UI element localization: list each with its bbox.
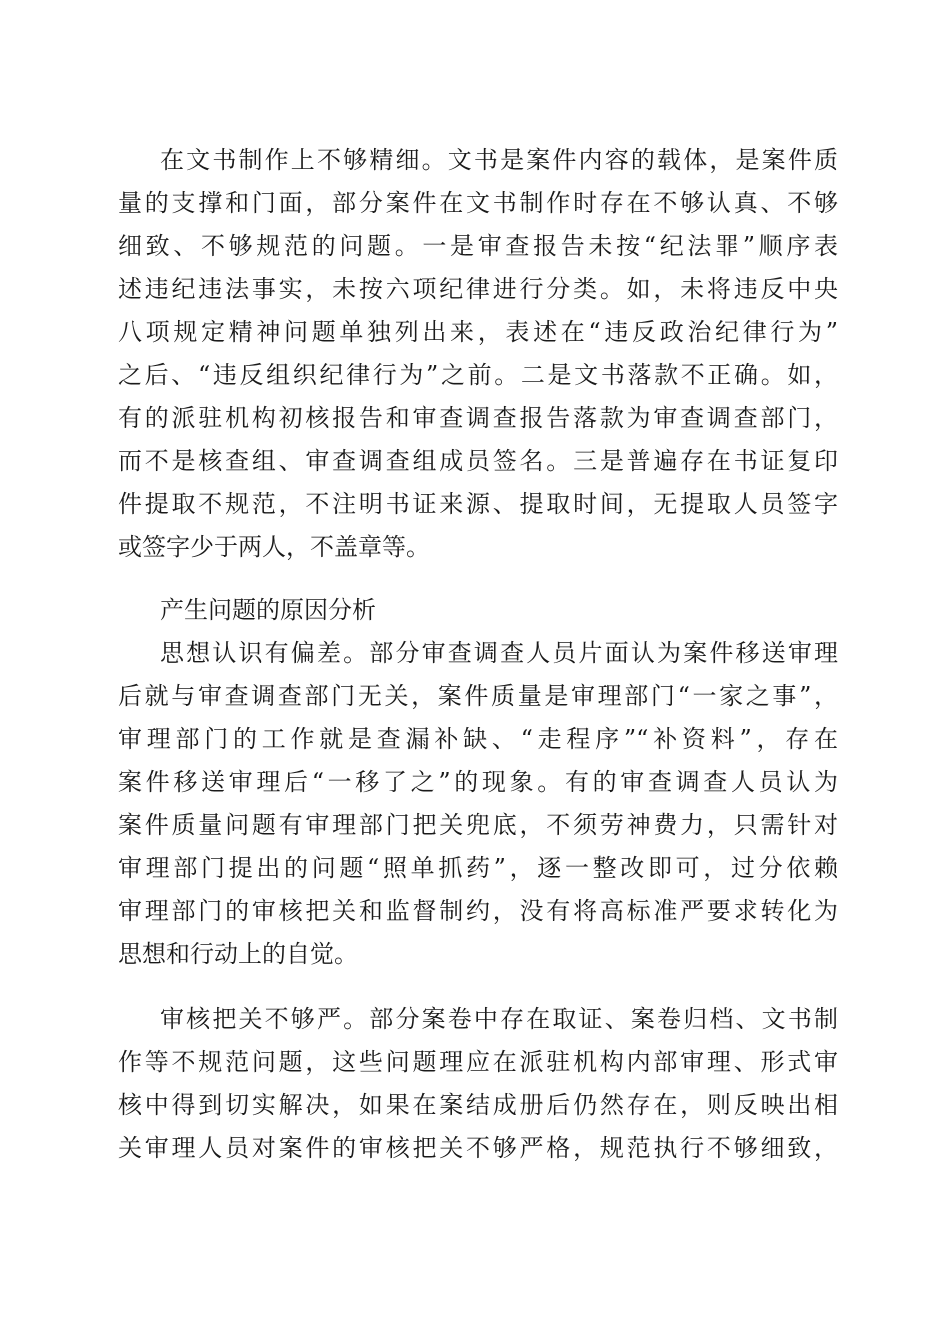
text-line: 量的支撑和门面，部分案件在文书制作时存在不够认真、不够 [118,189,838,217]
text-line: 审理部门的工作就是查漏补缺、“走程序”“补资料”，存在 [118,725,838,753]
text-line: 细致、不够规范的问题。一是审查报告未按“纪法罪”顺序表 [118,232,838,260]
text-line: 作等不规范问题，这些问题理应在派驻机构内部审理、形式审 [118,1048,838,1076]
text-line: 关审理人员对案件的审核把关不够严格，规范执行不够细致， [118,1134,838,1162]
text-line: 案件移送审理后“一移了之”的现象。有的审查调查人员认为 [118,768,838,796]
text-line: 审理部门提出的问题“照单抓药”，逐一整改即可，过分依赖 [118,854,838,882]
text-line: 思想和行动上的自觉。 [118,940,358,968]
text-line: 之后、“违反组织纪律行为”之前。二是文书落款不正确。如， [118,361,838,389]
text-line: 案件质量问题有审理部门把关兜底，不须劳神费力，只需针对 [118,811,838,839]
text-line: 而不是核查组、审查调查组成员签名。三是普遍存在书证复印 [118,447,838,475]
section-heading: 产生问题的原因分析 [160,596,376,624]
text-line: 审理部门的审核把关和监督制约，没有将高标准严要求转化为 [118,897,838,925]
text-line: 审核把关不够严。部分案卷中存在取证、案卷归档、文书制 [160,1005,838,1033]
text-line: 核中得到切实解决，如果在案结成册后仍然存在，则反映出相 [118,1091,838,1119]
text-line: 后就与审查调查部门无关，案件质量是审理部门“一家之事”， [118,682,838,710]
text-line: 有的派驻机构初核报告和审查调查报告落款为审查调查部门， [118,404,838,432]
text-line: 思想认识有偏差。部分审查调查人员片面认为案件移送审理 [160,639,838,667]
text-line: 件提取不规范，不注明书证来源、提取时间，无提取人员签字 [118,490,838,518]
text-line: 八项规定精神问题单独列出来，表述在“违反政治纪律行为” [118,318,838,346]
text-line: 述违纪违法事实，未按六项纪律进行分类。如，未将违反中央 [118,275,838,303]
text-line: 在文书制作上不够精细。文书是案件内容的载体，是案件质 [160,146,838,174]
text-line: 或签字少于两人，不盖章等。 [118,533,430,561]
